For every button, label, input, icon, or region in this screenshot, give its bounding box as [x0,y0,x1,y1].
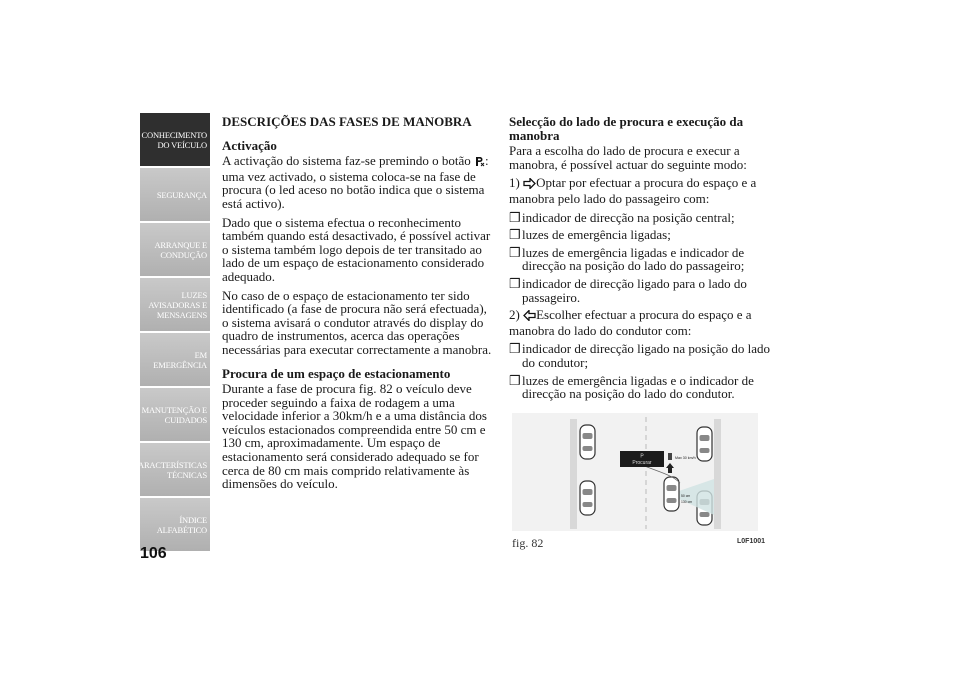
tab-manutencao-e-cuidados[interactable]: MANUTENÇÃO E CUIDADOS [140,388,210,441]
distance-label-min: 50 cm [681,494,691,498]
section-title: DESCRIÇÕES DAS FASES DE MANOBRA [222,114,472,129]
distance-label-max: 130 cm [681,500,693,504]
park-assist-icon [474,156,485,170]
search-paragraph: Durante a fase de procura fig. 82 o veículo deve proceder seguindo a faixa de rodagem a uma velocidade inferior a 30km/h e a uma distância dos veículos estacionados compreendida entre 50 cm e 130 cm, aproximadamente. Um espaço de estacionamento será considerado adequado se for cerca de 80 cm mais comprido relativamente às dimensões do veículo. [222,381,487,492]
left-column [222,115,494,496]
tab-seguranca[interactable]: SEGURANÇA [140,168,210,221]
list-item: ❒indicador de direcção na posição central; [509,209,735,225]
tab-luzes-avisadoras[interactable]: LUZES AVISADORAS E MENSAGENS [140,278,210,331]
parked-car [580,481,595,515]
tab-conhecimento-do-veiculo[interactable]: CONHECIMENTO DO VEÍCULO [140,113,210,166]
display-line-2: Procurar [632,460,652,466]
activation-paragraph-1: A activação do sistema faz-se premindo o botão : uma vez activado, o sistema coloca-se na fase de procura (o led aceso no botão indica que o sistema está activo). [222,153,489,211]
option-1-list [509,211,774,305]
arrow-left-icon [523,310,536,324]
display-line-1: P [640,453,644,460]
search-heading: Procura de um espaço de estacionamento [222,365,451,381]
list-item: ❒luzes de emergência ligadas e indicador de direcção na posição do lado do passageiro; [509,244,745,274]
chapter-sidebar [132,113,210,553]
selection-intro: Para a escolha do lado de procura e execur a manobra, é possível actuar do seguinte modo: [509,143,747,172]
activation-paragraph-3: No caso de o espaço de estacionamento ter sido identificado (a fase de procura não será efectuada), o sistema avisará o condutor através do display do quadro de instrumentos, acerca das operações necessárias para executar correctamente a manobra. [222,287,492,357]
list-item: ❒indicador de direcção ligado para o lado do passageiro. [509,275,747,305]
figure-caption: fig. 82 [512,536,544,550]
option-2-list [509,342,774,400]
activation-heading: Activação [222,137,277,153]
parking-diagram-svg [512,413,758,531]
moving-car [664,477,679,511]
list-item: ❒luzes de emergência ligadas e o indicador de direcção na posição do lado do condutor. [509,372,754,402]
parking-diagram [512,413,758,531]
left-curb [570,419,577,529]
option-2: 2) Escolher efectuar a procura do espaço e a manobra do lado do condutor com: [509,307,752,338]
selection-heading: Selecção do lado de procura e execução da manobra [509,114,744,143]
list-item: ❒luzes de emergência ligadas; [509,227,671,243]
arrow-right-icon [523,178,536,192]
tab-caracteristicas-tecnicas[interactable]: CARACTERÍSTICAS TÉCNICAS [140,443,210,496]
speed-label: Max 30 km/h [675,456,696,460]
speed-indicator-icon [668,453,672,460]
tab-arranque-e-conducao[interactable]: ARRANQUE E CONDUÇÃO [140,223,210,276]
parked-car [580,425,595,459]
activation-paragraph-2: Dado que o sistema efectua o reconhecimento também quando está desactivado, é possível activar o sistema também logo depois de ter transitado ao lado de um espaço de estacionamento considerado adequado. [222,214,491,284]
tab-em-emergencia[interactable]: EM EMERGÊNCIA [140,333,210,386]
figure-code: L0F1001 [737,538,766,545]
page-number: 106 [140,545,167,562]
option-1: 1) Optar por efectuar a procura do espaço e a manobra pelo lado do passageiro com: [509,175,757,206]
right-curb [714,419,721,529]
list-item: ❒indicador de direcção ligado na posição do lado do condutor; [509,341,770,370]
right-column [509,115,774,405]
parked-car [697,427,712,461]
tab-indice-alfabetico[interactable]: ÍNDICE ALFABÉTICO [140,498,210,551]
